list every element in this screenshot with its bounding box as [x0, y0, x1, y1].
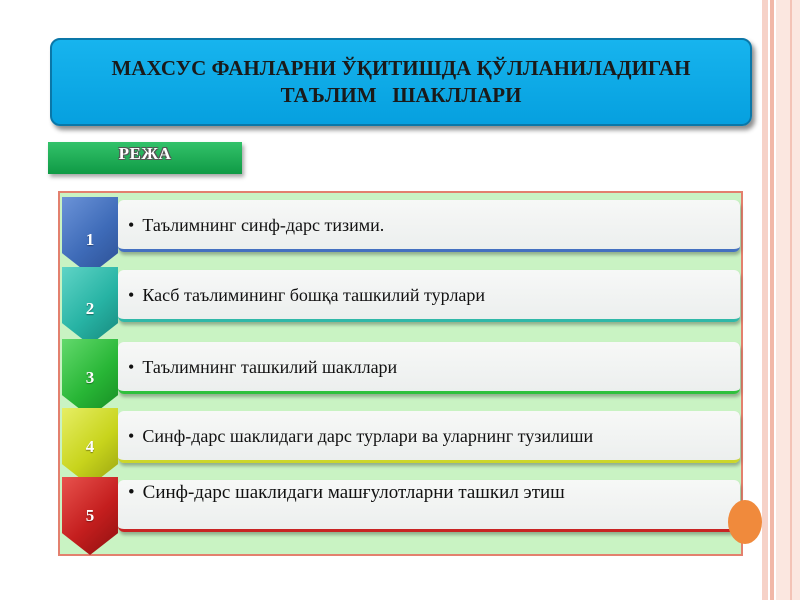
- item-text: Синф-дарс шаклидаги дарс турлари ва уларнинг тузилиши: [142, 426, 594, 446]
- item-text: Касб таълимининг бошқа ташкилий турлари: [142, 285, 486, 305]
- list-item-text: [128, 357, 397, 378]
- bullet-icon: •: [128, 285, 135, 305]
- bullet-icon: •: [128, 215, 135, 235]
- item-number: 3: [85, 368, 95, 387]
- list-item-box: [118, 342, 740, 394]
- bullet-icon: •: [128, 482, 135, 503]
- decor-stripe: [776, 0, 800, 600]
- bullet-icon: •: [128, 426, 135, 446]
- bullet-icon: •: [128, 357, 135, 377]
- list-item: [60, 267, 745, 327]
- list-item: [60, 339, 745, 399]
- decor-stripe: [790, 0, 792, 600]
- decor-circle: [728, 500, 762, 544]
- list-item: [60, 477, 745, 537]
- item-text: Таълимнинг ташкилий шакллари: [142, 357, 398, 377]
- list-item: [60, 197, 745, 257]
- item-number: 5: [85, 506, 95, 525]
- list-item: [60, 408, 745, 468]
- decor-stripe: [770, 0, 774, 600]
- title-line-1: МАХСУС ФАНЛАРНИ ЎҚИТИШДА ҚЎЛЛАНИЛАДИГАН: [111, 56, 691, 80]
- item-text: Таълимнинг синф-дарс тизими.: [142, 215, 385, 235]
- item-text: Синф-дарс шаклидаги машғулотларни ташкил этиш: [142, 482, 565, 503]
- item-number: 4: [85, 437, 95, 456]
- list-item-box: [118, 411, 740, 463]
- list-item-text: [128, 482, 565, 504]
- plan-list-panel: [58, 191, 743, 556]
- list-item-text: [128, 215, 384, 236]
- plan-label: РЕЖА: [118, 144, 172, 163]
- list-item-box: [118, 270, 740, 322]
- item-number: 2: [85, 299, 95, 318]
- plan-label-box: [48, 142, 242, 174]
- title-banner: [50, 38, 752, 126]
- title-line-2: ТАЪЛИМ ШАКЛЛАРИ: [280, 83, 522, 107]
- item-number: 1: [85, 230, 95, 249]
- list-item-text: [128, 285, 485, 306]
- decor-stripe: [762, 0, 768, 600]
- list-item-text: [128, 426, 593, 447]
- list-item-box: [118, 200, 740, 252]
- list-item-box: [118, 480, 740, 532]
